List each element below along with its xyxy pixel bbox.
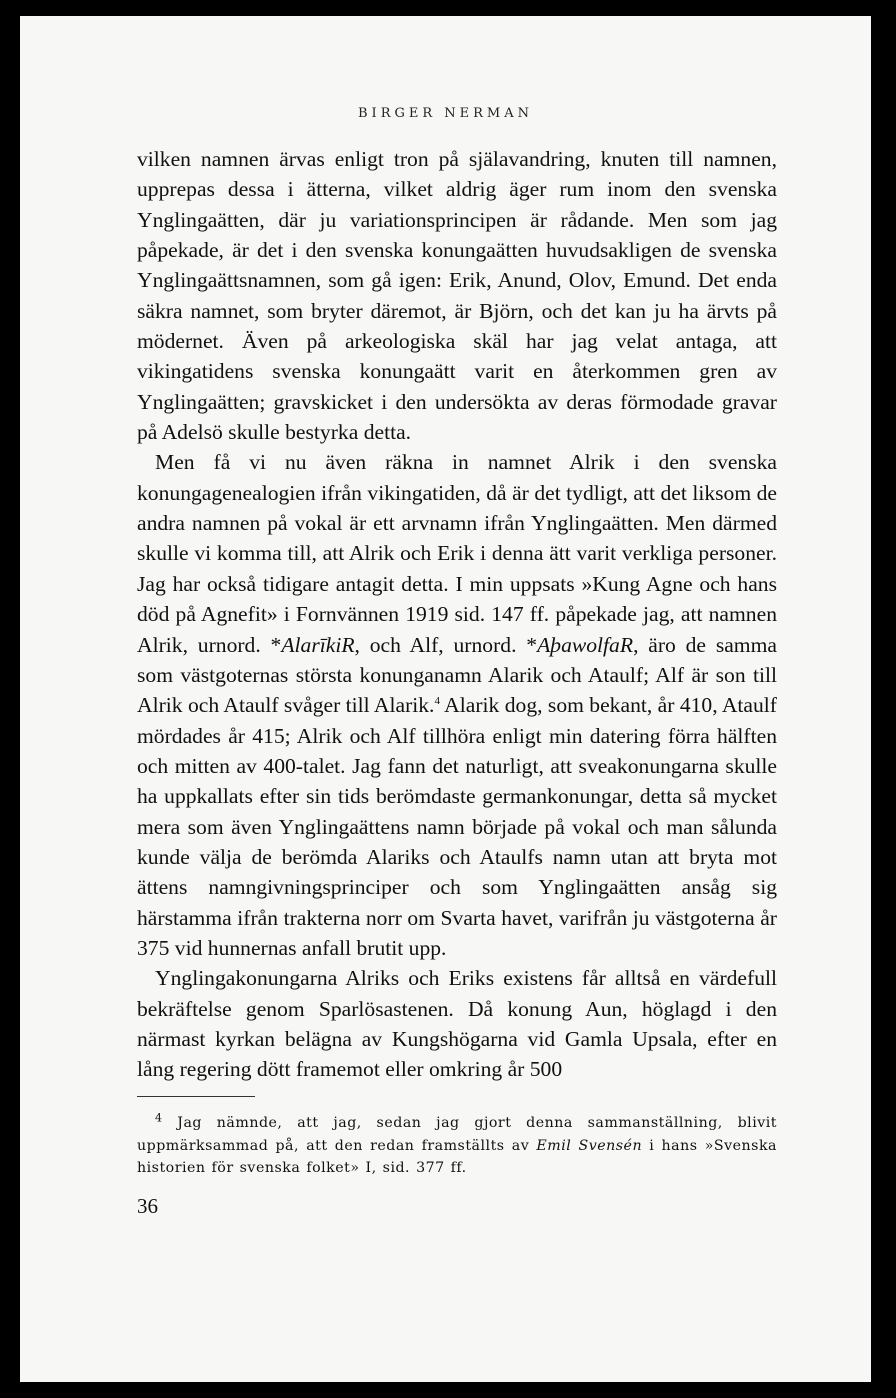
footnote-paragraph xyxy=(137,1112,777,1180)
footnote-author-name: Emil Svensén xyxy=(536,1137,643,1154)
footnote-reference: 4 xyxy=(434,695,440,707)
book-page xyxy=(20,16,871,1382)
footnote-marker: 4 xyxy=(155,1111,163,1125)
footnote-text-a: Jag nämnde, att jag, sedan jag gjort denna sammanställning, blivit uppmärksammad på, att den redan framställts av xyxy=(137,1115,777,1154)
reconstructed-name-athawolfar: AþawolfaR xyxy=(537,632,634,657)
body-text xyxy=(137,144,777,1085)
paragraph-3-text: Ynglingakonungarna Alriks och Eriks existens får alltså en värdefull bekräftelse genom Sparlösastenen. Då konung Aun, höglagd i den närmast kyrkan belägna av Kungshögarna vid Gamla Upsala, efter en lång regering dött framemot eller omkring år 500 xyxy=(137,966,777,1082)
paragraph-3 xyxy=(137,963,777,1084)
paragraph-2 xyxy=(137,447,777,963)
paragraph-1-text: vilken namnen ärvas enligt tron på själavandring, knuten till namnen, upprepas dessa i ätterna, vilket aldrig äger rum inom den svenska Ynglingaätten, där ju variationsprincipen är rådande. Men som jag påpekade, är det i den svenska konungaätten huvudsakligen de svenska Ynglingaättsnamnen, som gå igen: Erik, Anund, Olov, Emund. Det enda säkra namnet, som bryter däremot, är Björn, och det kan ju ha ärvts på mödernet. Även på arkeologiska skäl har jag velat antaga, att vikingatidens svenska konungaätt varit en återkommen gren av Ynglingaätten; gravskicket i den undersökta av deras förmodade gravar på Adelsö skulle bestyrka detta. xyxy=(137,147,777,445)
reconstructed-name-alarikir: AlarīkiR xyxy=(281,632,355,657)
paragraph-2-text-b: , och Alf, urnord. * xyxy=(354,632,538,657)
paragraph-2-text-a: Men få vi nu även räkna in namnet Alrik i den svenska konungagenealogien ifrån vikingatiden, då är det tydligt, att det liksom de andra namnen på vokal är ett arvnamn ifrån Ynglingaätten. Men därmed skulle vi komma till, att Alrik och Erik i denna ätt varit verkliga personer. Jag har också tidigare antagit detta. I min uppsats »Kung Agne och hans död på Agnefit» i Fornvännen 1919 sid. 147 ff. påpekade jag, att namnen Alrik, urnord. * xyxy=(137,450,777,657)
running-head: BIRGER NERMAN xyxy=(358,106,533,121)
footnote-divider xyxy=(137,1096,255,1097)
paragraph-2-text-c: , äro de samma som västgoternas största konunganamn Alarik och Ataulf; Alf är son till Alrik och Ataulf svåger till Alarik. xyxy=(137,632,777,718)
page-number: 36 xyxy=(137,1194,158,1218)
footnote-text-b: i hans »Svenska historien för svenska folket» I, sid. 377 ff. xyxy=(137,1137,778,1176)
paragraph-2-text-d: Alarik dog, som bekant, år 410, Ataulf mördades år 415; Alrik och Alf tillhöra enligt min datering förra hälften och mitten av 400-talet. Jag fann det naturligt, att sveakonungarna skulle ha uppkallats efter sin tids berömdaste germankonungar, detta så mycket mera som även Ynglingaättens namn började på vokal och man sålunda kunde välja de berömda Alariks och Ataulfs namn utan att bryta mot ättens namngivningsprinciper och som Ynglingaätten ansåg sig härstamma ifrån trakterna norr om Svarta havet, varifrån ju västgoterna år 375 vid hunnernas anfall brutit upp. xyxy=(137,693,777,960)
paragraph-1 xyxy=(137,144,777,447)
footnote xyxy=(137,1112,777,1180)
